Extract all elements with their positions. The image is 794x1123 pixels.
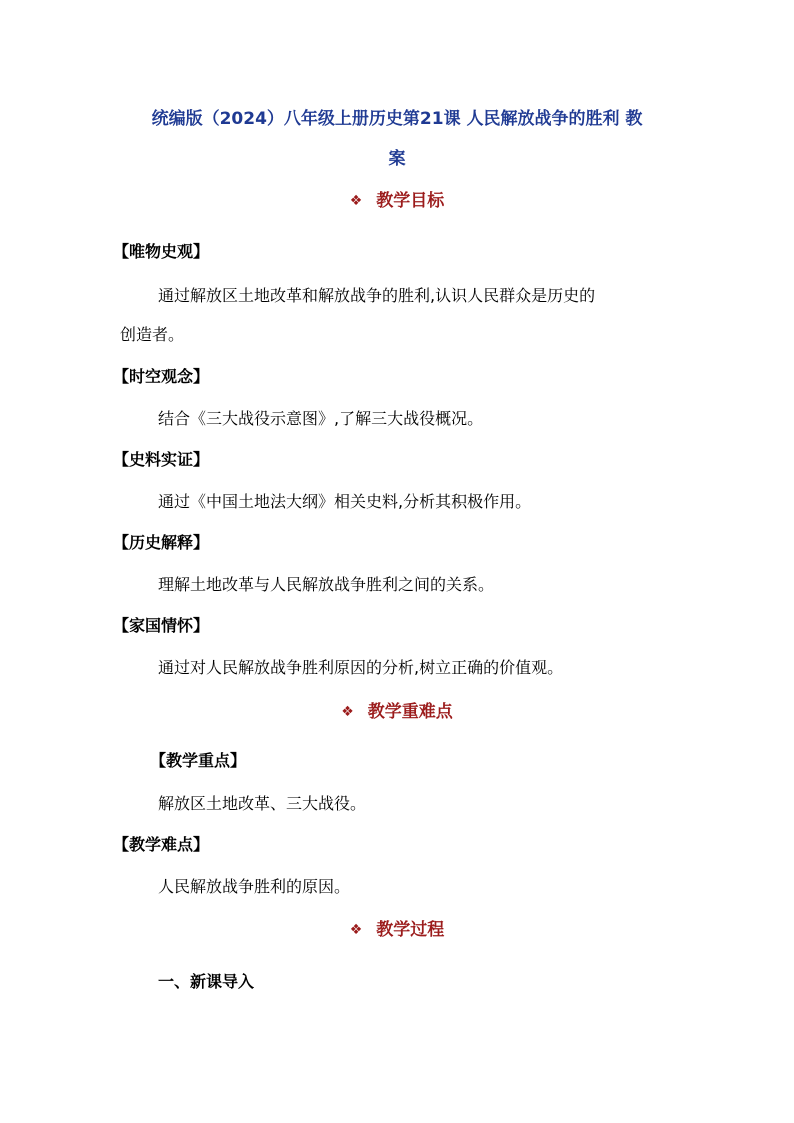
objective-label-materialism: 【唯物史观】 [113,242,210,261]
objective-label-interpretation: 【历史解释】 [113,533,210,552]
key-point-label-difficulty: 【教学难点】 [113,835,210,854]
diamond-icon: ❖ [341,704,354,720]
objective-text-materialism-line-1: 通过解放区土地改革和解放战争的胜利,认识人民群众是历史的 [158,286,596,305]
key-point-text-focus: 解放区土地改革、三大战役。 [158,794,367,813]
key-point-text-difficulty: 人民解放战争胜利的原因。 [158,877,351,896]
section-heading-key-points [0,702,794,722]
objective-label-patriotism: 【家国情怀】 [113,616,210,635]
document-title-line-2: 案 [388,149,406,169]
objective-label-evidence: 【史料实证】 [113,450,210,469]
section-heading-key-points-text: 教学重难点 [367,702,453,722]
objective-text-patriotism: 通过对人民解放战争胜利原因的分析,树立正确的价值观。 [158,658,564,677]
objective-text-materialism-line-2: 创造者。 [120,325,185,344]
objective-text-interpretation: 理解土地改革与人民解放战争胜利之间的关系。 [158,575,495,594]
objective-text-spacetime: 结合《三大战役示意图》,了解三大战役概况。 [158,409,484,428]
document-title-line-1: 统编版（2024）八年级上册历史第21课 人民解放战争的胜利 教 [151,109,643,129]
objective-text-evidence: 通过《中国土地法大纲》相关史料,分析其积极作用。 [158,492,532,511]
diamond-icon: ❖ [349,193,363,209]
key-point-label-focus: 【教学重点】 [150,751,247,770]
section-heading-objectives-text: 教学目标 [376,191,445,211]
diamond-icon: ❖ [349,922,363,938]
section-heading-process [0,920,794,940]
section-heading-objectives [0,191,794,211]
objective-label-spacetime: 【时空观念】 [113,367,210,386]
process-step-intro: 一、新课导入 [158,972,255,991]
section-heading-process-text: 教学过程 [376,920,445,940]
